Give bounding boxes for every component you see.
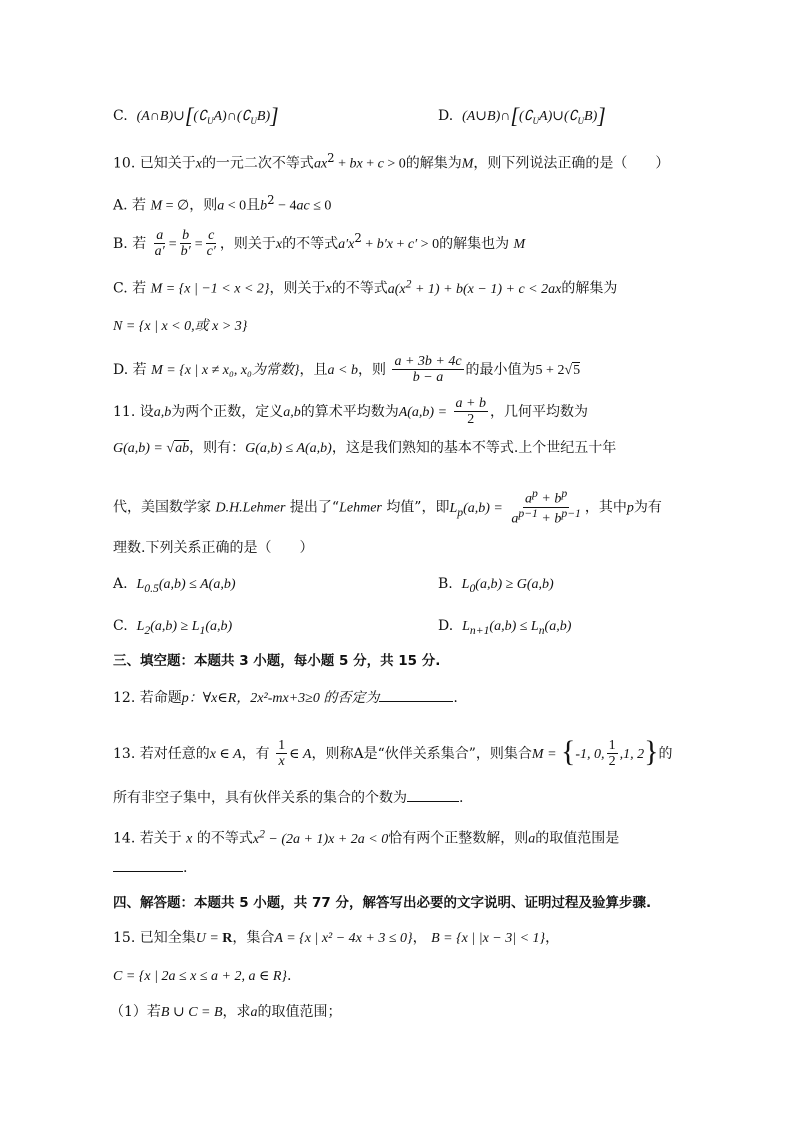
q11-line4: 理数.下列关系正确的是（ ）	[113, 540, 314, 556]
q10-option-b: B. 若 $\frac{a}{a'}$ = $\frac{b}{b'}$ = $\frac{c}{c'}$ ，则关于x的不等式$a'x^2 + b'x + c' > 0$的解集也为 M	[113, 228, 526, 260]
q11-line3: 代，美国数学家 D.H.Lehmer 提出了“Lehmer 均值”，即$L_p(a,b)$ = $\frac{a^p + b^p}{a^{p-1} + b^{p-1}}$ ，其中p为有	[113, 487, 662, 527]
q9-option-c: C. $(A\cap B)\cup[(∁_UA)\cap(∁_UB)]$	[113, 103, 279, 128]
q11-line2: G(a,b) = √ab，则有：G(a,b) ≤ A(a,b)，这是我们熟知的基本不等式.上个世纪五十年	[113, 440, 617, 456]
q13-line1: 13. 若对任意的x ∈ A，有 $\frac{1}{x}$ ∈ A，则称A是“伙伴关系集合”，则集合M = {-1, 0, $\frac{1}{2}$ ,1, 2}的	[113, 734, 673, 770]
q13-line2: 所有非空子集中，具有伙伴关系的集合的个数为 .	[113, 790, 464, 806]
q15-part1: （1）若B ∪ C = B，求a的取值范围；	[110, 1004, 342, 1020]
q10-option-d: D. 若 M = {x | x ≠ x₀, x₀为常数}，且a < b，则 $\frac{a + 3b + 4c}{b - a}$ 的最小值为5 + 2√5	[113, 354, 581, 386]
section-3-heading: 三、填空题：本题共 3 小题，每小题 5 分，共 15 分.	[113, 653, 441, 669]
q14-blank-line: .	[113, 858, 187, 878]
q11-option-c: C. $L_2(a,b) \ge L_1(a,b)$	[113, 618, 233, 637]
q14-answer-blank[interactable]	[113, 871, 183, 872]
q10-option-c-set: N = {x | x < 0,或 x > 3}	[113, 319, 248, 334]
q11-line1: 11. 设a,b为两个正数，定义a,b的算术平均数为A(a,b) = $\frac{a + b}{2}$ ，几何平均数为	[113, 396, 588, 428]
q11-option-a: A. $L_{0.5}(a,b) \le A(a,b)$	[113, 576, 236, 595]
q15-line2: C = {x | 2a ≤ x ≤ a + 2, a ∈ R}.	[113, 968, 292, 984]
q12: 12. 若命题p：∀x∈R，2x²-mx+3≥0 的否定为 .	[113, 690, 458, 706]
q12-answer-blank[interactable]	[379, 701, 453, 702]
q15-line1: 15. 已知全集U = R，集合A = {x | x² − 4x + 3 ≤ 0}， B = {x | |x − 3| < 1}，	[113, 930, 560, 946]
q10-stem: 10. 已知关于x的一元二次不等式$ax^2$ + bx + c > 0的解集为M，则下列说法正确的是（ ）	[113, 151, 670, 172]
q11-option-d: D. $L_{n+1}(a,b) \le L_n(a,b)$	[438, 618, 572, 637]
section-4-heading: 四、解答题：本题共 5 小题，共 77 分，解答写出必要的文字说明、证明过程及验算步骤.	[113, 895, 652, 911]
q11-option-b: B. $L_0(a,b) \ge G(a,b)$	[438, 576, 554, 595]
q10-option-c: C. 若 M = {x | −1 < x < 2}，则关于x的不等式$a(x^2 + 1) + b(x - 1) + c < 2ax$的解集为	[113, 277, 618, 297]
q9-option-d: D. $(A\cup B)\cap[(∁_UA)\cup(∁_UB)]$	[438, 103, 606, 128]
q13-answer-blank[interactable]	[407, 801, 459, 802]
q14: 14. 若关于 x 的不等式$x^2 - (2a + 1)x + 2a < 0$恰有两个正整数解，则a的取值范围是	[113, 827, 620, 847]
q10-option-a: A. 若 M = ∅，则a < 0且$b^2 - 4ac \le 0$	[113, 193, 332, 214]
